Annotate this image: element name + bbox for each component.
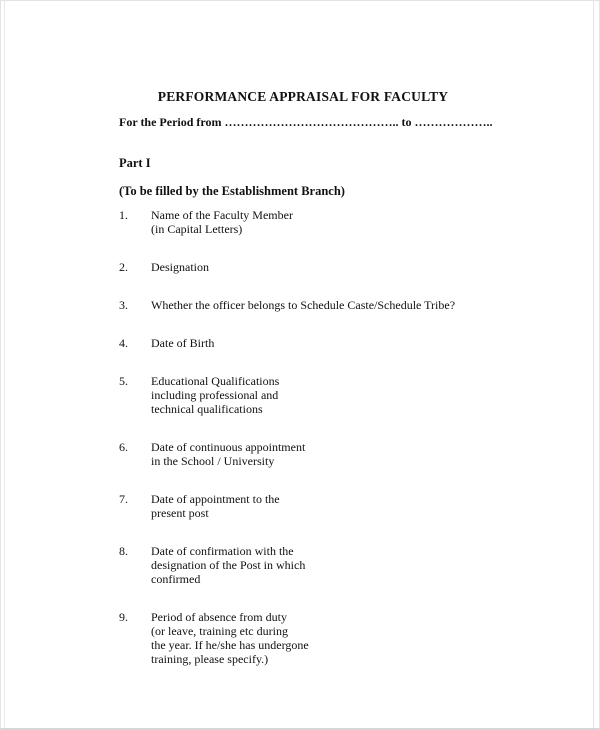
item-line: designation of the Post in which (151, 558, 306, 572)
form-item-7 (119, 492, 487, 520)
form-item-3 (119, 298, 487, 312)
item-number: 2. (119, 260, 128, 274)
item-line: present post (151, 506, 209, 520)
item-line: Educational Qualifications (151, 374, 280, 388)
item-text (151, 336, 487, 350)
period-line: For the Period from …………………………………….. to ……………….. (119, 115, 493, 129)
form-item-1 (119, 208, 487, 236)
item-line: Date of confirmation with the (151, 544, 294, 558)
item-line: Period of absence from duty (151, 610, 287, 624)
item-line: (in Capital Letters) (151, 222, 243, 236)
item-text (151, 440, 487, 468)
item-line: Name of the Faculty Member (151, 208, 293, 222)
item-text (151, 208, 487, 236)
item-number: 4. (119, 336, 128, 350)
item-line: including professional and (151, 388, 279, 402)
item-text (151, 260, 487, 274)
item-text (151, 610, 487, 666)
fill-note: (To be filled by the Establishment Branch) (119, 184, 345, 198)
form-item-6 (119, 440, 487, 468)
item-line: the year. If he/she has undergone (151, 638, 309, 652)
form-item-2 (119, 260, 487, 274)
item-number: 6. (119, 440, 128, 454)
item-number: 5. (119, 374, 128, 388)
page-scan-edge-left (4, 1, 5, 728)
item-number: 9. (119, 610, 128, 624)
form-item-4 (119, 336, 487, 350)
form-item-5 (119, 374, 487, 416)
document-title: PERFORMANCE APPRAISAL FOR FACULTY (157, 89, 449, 104)
item-text (151, 298, 487, 312)
page-scan-edge-right (593, 1, 594, 728)
item-line: Date of Birth (151, 336, 215, 350)
item-line: Designation (151, 260, 209, 274)
item-line: Date of appointment to the (151, 492, 280, 506)
item-line: Date of continuous appointment (151, 440, 306, 454)
item-line: technical qualifications (151, 402, 263, 416)
item-line: confirmed (151, 572, 201, 586)
item-line: training, please specify.) (151, 652, 269, 666)
form-item-9 (119, 610, 487, 666)
form-content (119, 1, 493, 690)
item-text (151, 374, 487, 416)
items-list (119, 208, 487, 666)
item-number: 7. (119, 492, 128, 506)
item-text (151, 492, 487, 520)
part-heading: Part I (119, 156, 151, 170)
item-number: 3. (119, 298, 128, 312)
item-number: 8. (119, 544, 128, 558)
item-line: (or leave, training etc during (151, 624, 288, 638)
item-text (151, 544, 487, 586)
form-item-8 (119, 544, 487, 586)
item-line: Whether the officer belongs to Schedule Caste/Schedule Tribe? (151, 298, 456, 312)
item-line: in the School / University (151, 454, 275, 468)
item-number: 1. (119, 208, 128, 222)
